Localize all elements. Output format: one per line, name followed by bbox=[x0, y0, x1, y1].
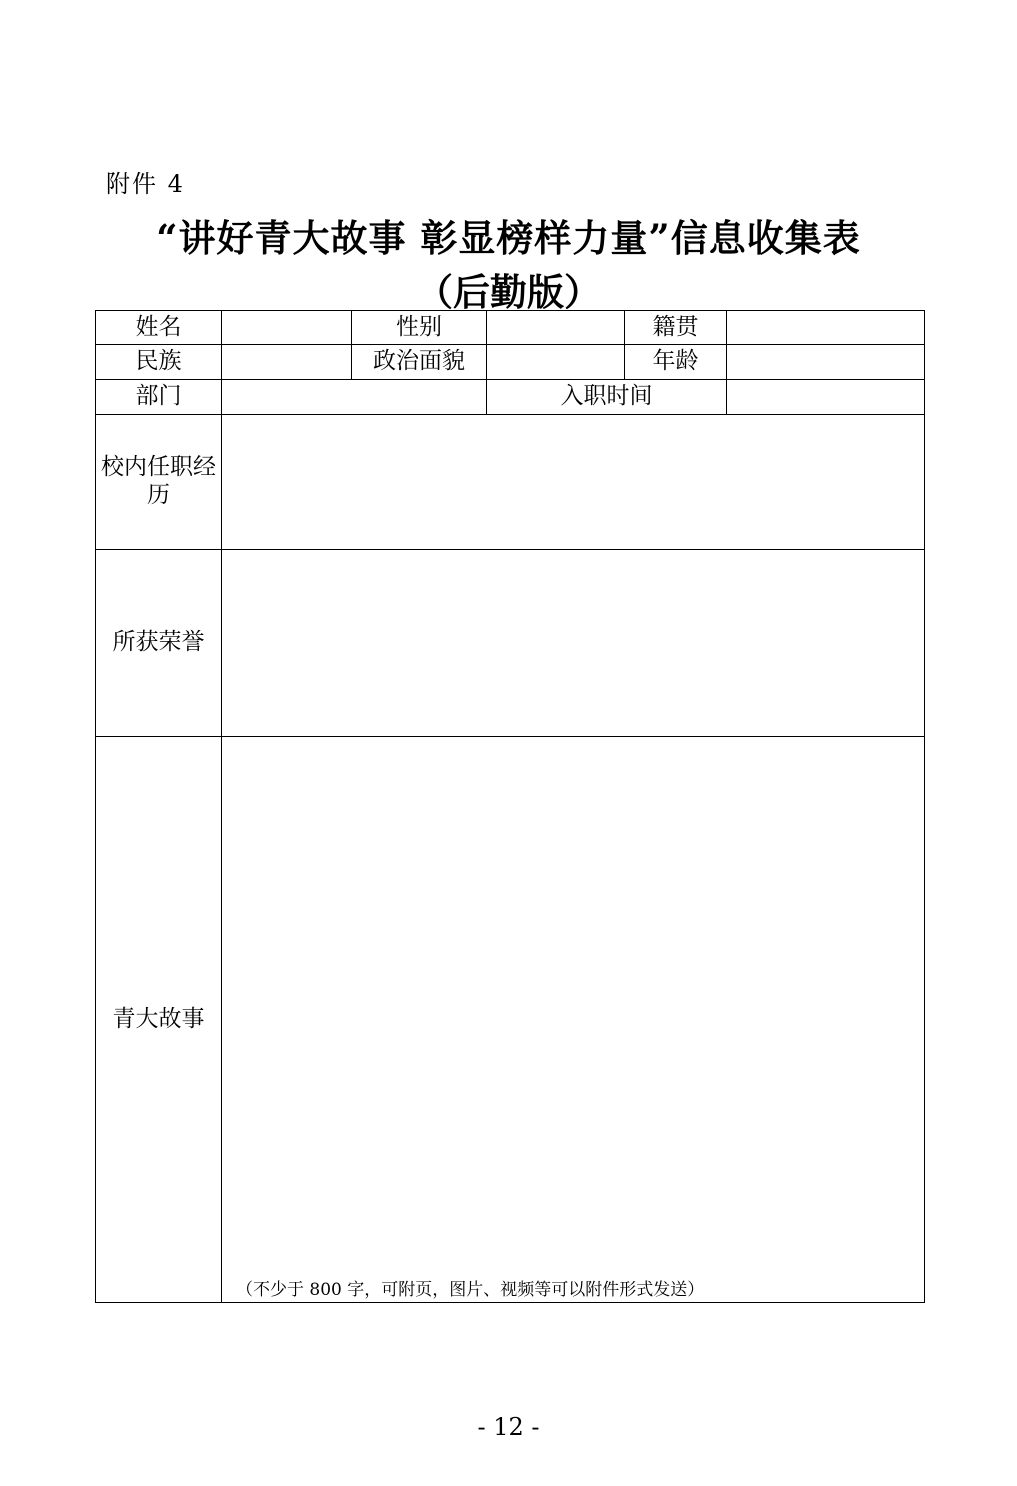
department-label: 部门 bbox=[96, 380, 222, 415]
info-collection-table bbox=[95, 310, 925, 1303]
political-status-label: 政治面貌 bbox=[352, 345, 487, 380]
native-place-label: 籍贯 bbox=[625, 311, 727, 345]
story-note: （不少于 800 字，可附页，图片、视频等可以附件形式发送） bbox=[236, 1279, 705, 1300]
story-field[interactable] bbox=[222, 737, 925, 1303]
gender-field[interactable] bbox=[487, 311, 625, 345]
hire-date-label: 入职时间 bbox=[487, 380, 727, 415]
table-row bbox=[96, 380, 925, 415]
form-title: “讲好青大故事 彰显榜样力量”信息收集表 bbox=[156, 216, 861, 260]
age-field[interactable] bbox=[727, 345, 925, 380]
honors-field[interactable] bbox=[222, 550, 925, 737]
table-row bbox=[96, 550, 925, 737]
honors-label: 所获荣誉 bbox=[96, 550, 222, 737]
department-field[interactable] bbox=[222, 380, 487, 415]
table-row bbox=[96, 415, 925, 550]
native-place-field[interactable] bbox=[727, 311, 925, 345]
table-row bbox=[96, 737, 925, 1303]
story-label: 青大故事 bbox=[96, 737, 222, 1303]
name-label: 姓名 bbox=[96, 311, 222, 345]
ethnicity-label: 民族 bbox=[96, 345, 222, 380]
table-row bbox=[96, 345, 925, 380]
work-history-label: 校内任职经历 bbox=[96, 415, 222, 550]
hire-date-field[interactable] bbox=[727, 380, 925, 415]
age-label: 年龄 bbox=[625, 345, 727, 380]
table-row bbox=[96, 311, 925, 345]
ethnicity-field[interactable] bbox=[222, 345, 352, 380]
gender-label: 性别 bbox=[352, 311, 487, 345]
political-status-field[interactable] bbox=[487, 345, 625, 380]
form-subtitle: （后勤版） bbox=[416, 270, 601, 314]
attachment-label: 附件 4 bbox=[106, 170, 185, 198]
page-number: - 12 - bbox=[477, 1413, 540, 1441]
name-field[interactable] bbox=[222, 311, 352, 345]
work-history-field[interactable] bbox=[222, 415, 925, 550]
